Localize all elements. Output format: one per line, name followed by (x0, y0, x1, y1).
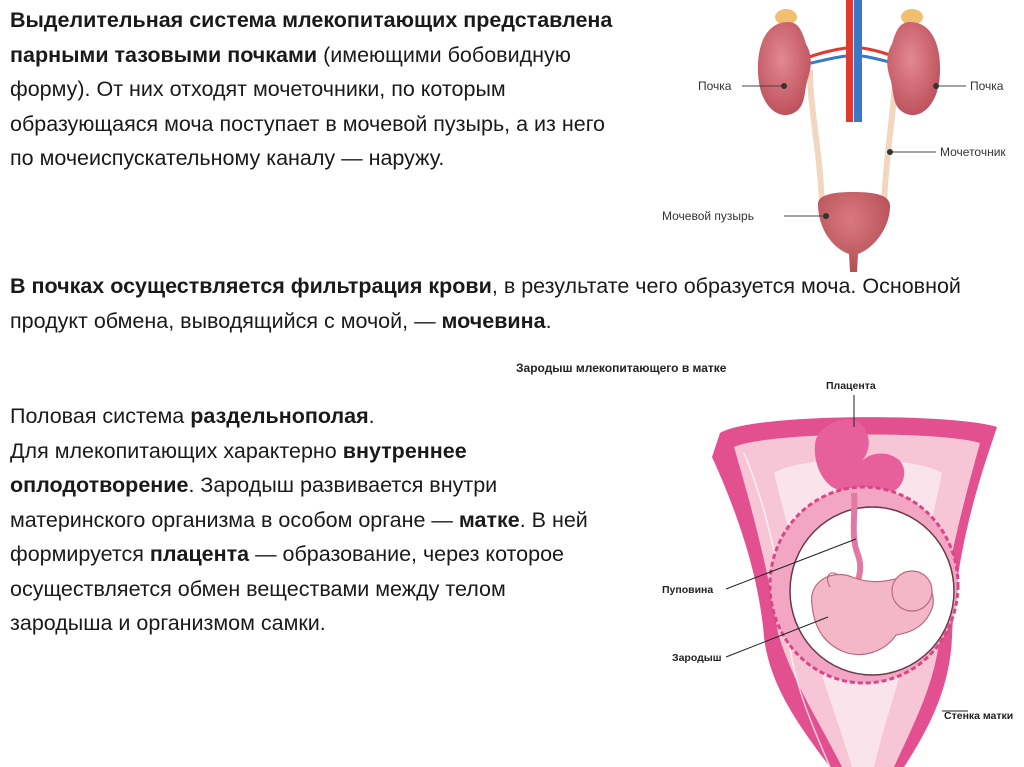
kidney-left (758, 22, 811, 115)
uterus-embryo-figure (512, 355, 1024, 767)
pointer-dot (887, 149, 893, 155)
filtration-text: , в результате чего образуется моча. Основной продукт обмена, выводящийся с мочой, — (10, 274, 961, 333)
fertilization-lead: Для млекопитающих характерно (10, 438, 343, 463)
excretory-bold-intro: Выделительная система млекопитающих представлена парными тазовыми почками (10, 8, 613, 67)
embryo-head (892, 571, 932, 611)
label-kidney-left: Почка (698, 79, 732, 93)
uterus-figure-title: Зародыш млекопитающего в матке (516, 361, 727, 375)
label-umbilical-cord: Пуповина (662, 584, 714, 596)
pointer-dot (933, 83, 939, 89)
label-uterine-wall: Стенка матки (944, 710, 1014, 722)
label-ureter: Мочеточник (940, 145, 1006, 159)
aorta (846, 0, 853, 122)
placenta-lead: . В ней формируется (10, 507, 588, 566)
bladder (818, 192, 890, 272)
pointer-dot (823, 213, 829, 219)
excretory-paragraph (10, 3, 620, 176)
embryo-text: . Зародыш развивается внутри материнского организма в особом органе — (10, 473, 498, 532)
label-placenta: Плацента (826, 380, 876, 392)
uterus-term: матке (458, 507, 520, 532)
kidney-right (887, 22, 940, 115)
placenta-term: плацента (149, 542, 250, 566)
reproductive-dot: . (368, 404, 375, 428)
reproductive-intro: Половая система (10, 404, 191, 428)
dioecious-term: раздельнополая (190, 404, 369, 428)
label-bladder: Мочевой пузырь (662, 209, 754, 223)
excretory-text: (имеющими бобовидную форму). От них отходят мочеточники, по которым образующаяся моча поступает в мочевой пузырь, а из него по мочеиспускательному каналу — наружу. (10, 42, 606, 170)
filtration-bold-intro: В почках осуществляется фильтрация крови (10, 274, 492, 298)
placenta-text: — образование, через которое осуществляется обмен веществами между телом зародыша и организмом самки. (10, 542, 564, 635)
filtration-end: . (545, 308, 552, 333)
label-embryo: Зародыш (672, 652, 722, 664)
ureter-left (810, 70, 822, 205)
label-kidney-right: Почка (970, 79, 1004, 93)
pointer-dot (781, 83, 787, 89)
urea-term: мочевина (441, 308, 546, 333)
vena-cava (854, 0, 862, 122)
internal-fertilization-term: внутреннее оплодотворение (10, 438, 467, 497)
urinary-system-figure (660, 0, 1024, 275)
filtration-paragraph (10, 269, 1010, 338)
